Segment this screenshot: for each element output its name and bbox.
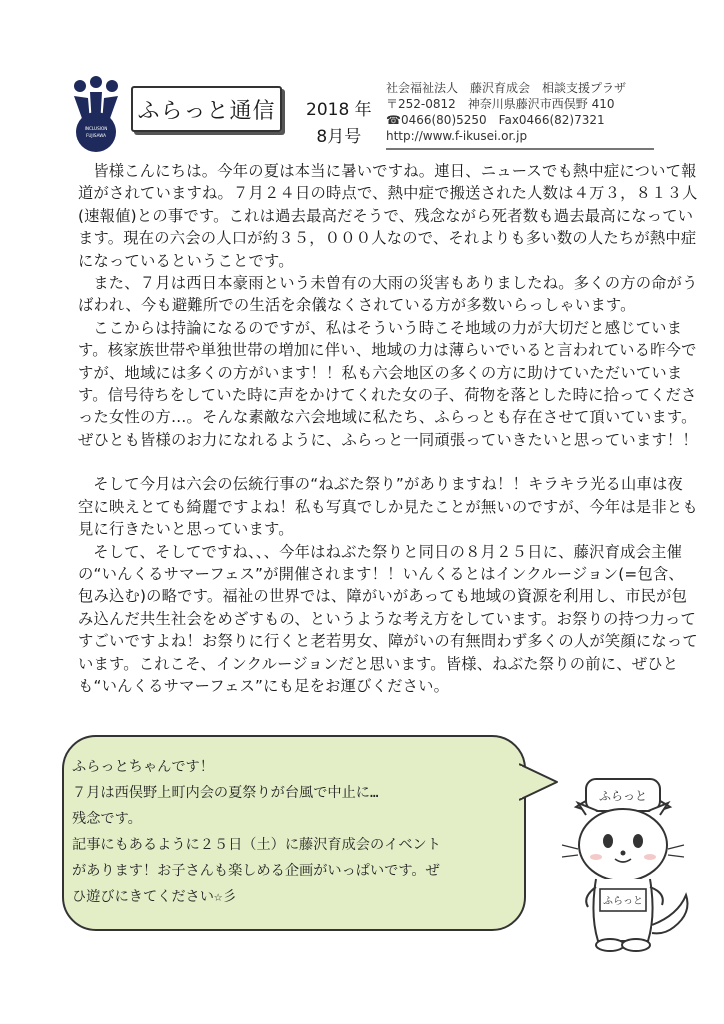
issue-date	[306, 97, 372, 151]
speech-bubble-text	[72, 754, 512, 910]
bubble-line: ひ遊びにきてください☆彡	[72, 889, 237, 905]
header-divider	[386, 148, 654, 150]
logo-text-line2: FUJISAWA	[85, 133, 107, 138]
org-name: 社会福祉法人 藤沢育成会 相談支援プラザ	[386, 81, 627, 95]
org-address: 〒252-0812 神奈川県藤沢市西俣野 410	[386, 97, 615, 111]
newsletter-title-text: ふらっと通信	[137, 98, 276, 124]
logo-text-line1: INCLUSION	[84, 126, 108, 131]
bubble-line: があります！お子さんも楽しめる企画がいっぱいです。ぜ	[72, 863, 440, 879]
org-logo	[66, 74, 126, 158]
org-url: http://www.f-ikusei.or.jp	[386, 129, 528, 143]
org-phone-fax: ☎0466(80)5250 Fax0466(82)7321	[386, 113, 605, 127]
article-body	[78, 160, 698, 697]
mascot-right-eye	[633, 834, 643, 848]
mascot-badge-label: ふらっと	[603, 896, 643, 907]
paragraph-nebuta: そして今月は六会の伝統行事の“ねぶた祭り”がありますね！！キラキラ光る山車は夜空に映えとても綺麗ですよね！私も写真でしか見たことが無いのですが、今年は是非とも見に行きたいと思っています。	[78, 475, 698, 539]
paragraph-gap	[78, 451, 698, 473]
bubble-line: 残念です。	[72, 811, 142, 827]
issue-month: 8月号	[316, 127, 362, 147]
org-info	[386, 80, 656, 144]
issue-year: 2018 年	[306, 100, 372, 120]
bubble-line: ７月は西俣野上町内会の夏祭りが台風で中止に…	[72, 785, 379, 801]
paragraph-summer-fes: そして、そしてですね、、、今年はねぶた祭りと同日の８月２５日に、藤沢育成会主催の“いんくるサマーフェス”が開催されます！！いんくるとはインクルージョン(=包含、包み込む)の略です。福祉の世界では、障がいがあっても地域の資源を利用し、市民が包み込んだ共生社会をめざすもの、というような考え方をしています。お祭りの持つ力ってすごいですよね！お祭りに行くと老若男女、障がいの有無問わず多くの人が笑顔になっています。これこそ、インクルージョンだと思います。皆様、ねぶた祭りの前に、ぜひとも“いんくるサマーフェス”にも足をお運びください。	[78, 542, 698, 695]
mascot-left-eye	[603, 834, 613, 848]
bubble-line: ふらっとちゃんです！	[72, 759, 214, 775]
bubble-line: 記事にもあるように２５日（土）に藤沢育成会のイベント	[72, 837, 441, 853]
paragraph-greeting: 皆様こんにちは。今年の夏は本当に暑いですね。連日、ニュースでも熱中症について報道がされていますね。７月２４日の時点で、熱中症で搬送された人数は４万３，８１３人(速報値)との事です。これは過去最高だそうで、残念ながら死者数も過去最高になっています。現在の六会の人口が約３５，０００人なので、それよりも多い数の人たちが熱中症になっているということです。	[78, 162, 698, 270]
mascot-tail	[652, 895, 688, 933]
mascot-furatto-chan	[548, 765, 698, 960]
newsletter-title	[131, 86, 282, 132]
paragraph-community: ここからは持論になるのですが、私はそういう時こそ地域の力が大切だと感じています。核家族世帯や単独世帯の増加に伴い、地域の力は薄らいでいると言われている昨今ですが、地域には多くの方がいます！！私も六会地区の多くの方に助けていただいています。信号待ちをしていた時に声をかけてくれた女の子、荷物を落とした時に拾ってくださった女性の方…。そんな素敵な六会地域に私たち、ふらっとも存在させて頂いています。ぜひとも皆様のお力になれるように、ふらっと一同頑張っていきたいと思っています！！	[78, 318, 698, 449]
mascot-hat-label: ふらっと	[598, 789, 648, 803]
paragraph-flood: また、７月は西日本豪雨という未曽有の大雨の災害もありましたね。多くの方の命がうばわれ、今も避難所での生活を余儀なくされている方が多数いらっしゃいます。	[78, 274, 698, 315]
mascot-head	[579, 809, 667, 881]
